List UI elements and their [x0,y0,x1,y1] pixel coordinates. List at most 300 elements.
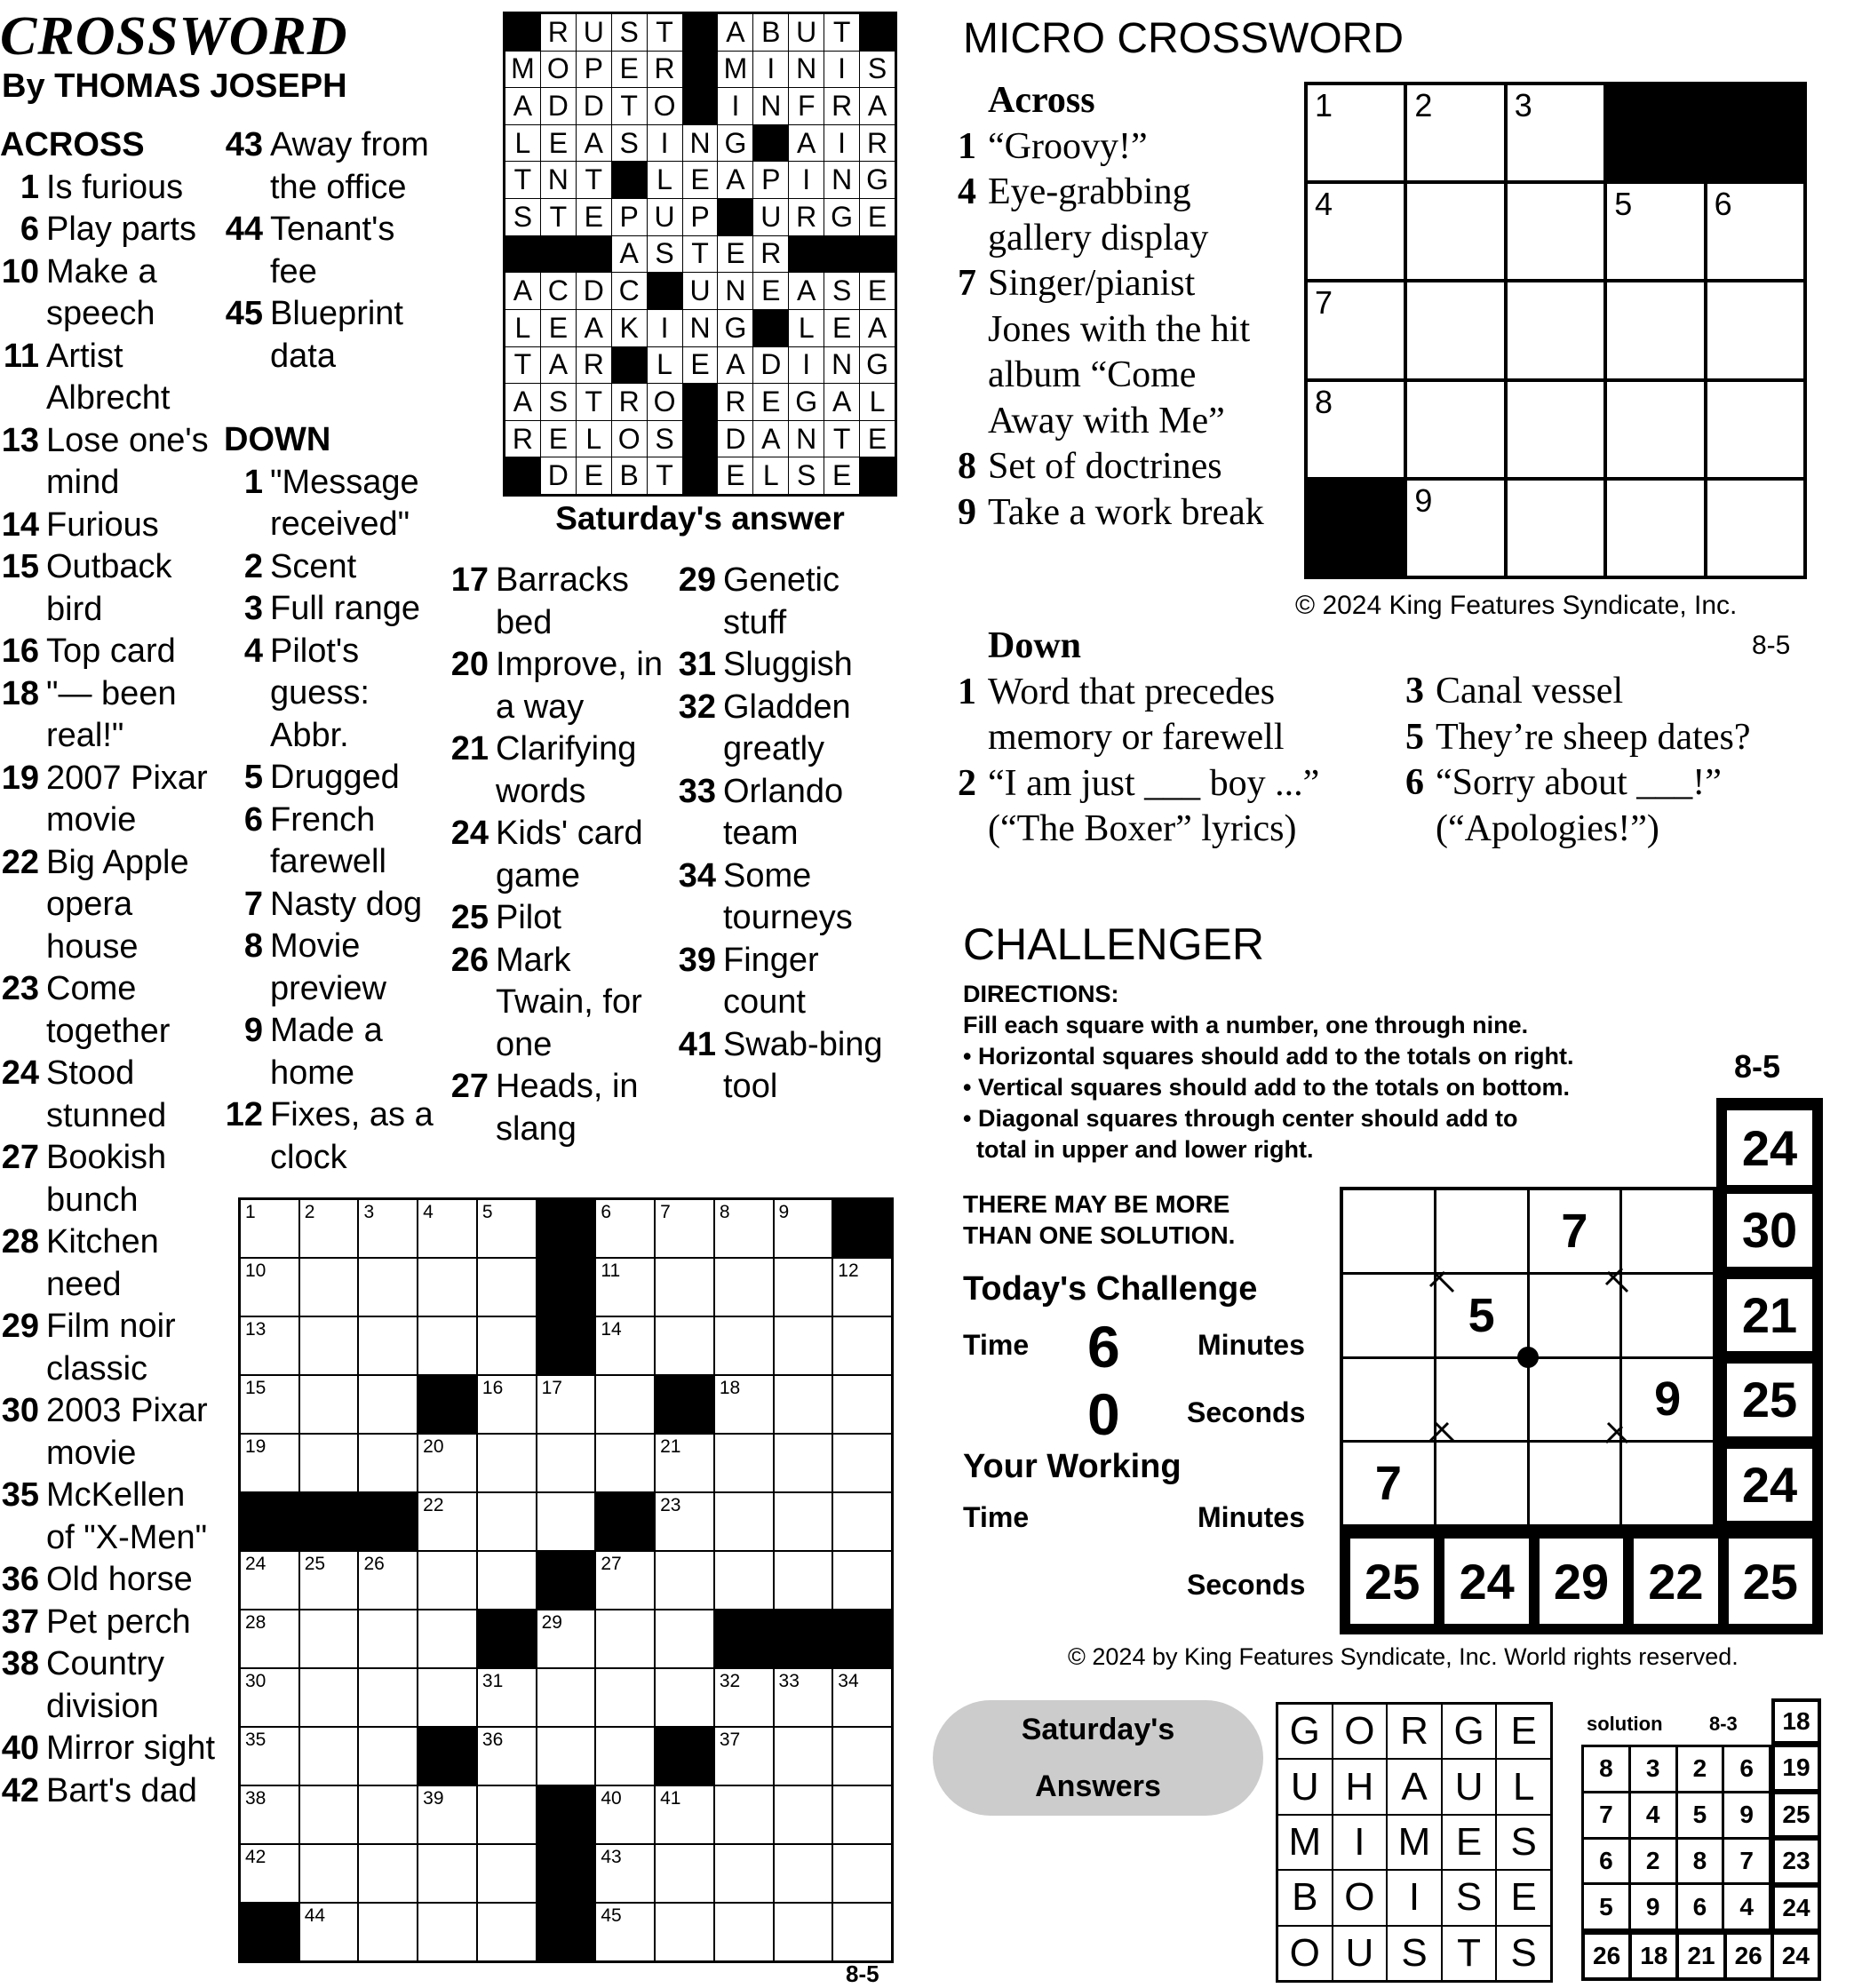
answer-letter: B [753,14,788,51]
grid-cell[interactable] [833,1493,891,1550]
micro-clue-text: Take a work break [988,491,1264,533]
answer-letter: G [824,199,859,235]
clue-item [450,813,672,897]
grid-cell[interactable] [300,1317,358,1374]
grid-cell[interactable] [478,1904,536,1960]
micro-cell[interactable] [1407,382,1503,477]
sol-cell: 3 [1631,1747,1675,1791]
sol-cell: 2 [1678,1747,1723,1791]
micro-cell[interactable] [1508,85,1603,180]
grid-cell[interactable] [833,1552,891,1609]
grid-cell[interactable] [418,1904,476,1960]
clue-number: 27 [1,1139,39,1176]
grid-cell[interactable] [833,1904,891,1960]
answer-letter: C [541,273,576,309]
grid-cell[interactable] [418,1493,476,1550]
grid-cell[interactable] [775,1435,832,1491]
grid-cell[interactable] [656,1669,713,1726]
answer-letter: E [541,310,576,346]
answer-letter: I [648,310,682,346]
grid-cell[interactable] [359,1317,417,1374]
grid-cell[interactable] [596,1610,654,1667]
micro-cell[interactable] [1308,184,1404,279]
grid-cell[interactable] [775,1845,832,1902]
clue-text: Clarifying words [496,730,637,810]
grid-cell[interactable] [300,1786,358,1843]
grid-cell[interactable] [418,1669,476,1726]
grid-cell[interactable] [715,1259,773,1316]
grid-cell[interactable] [596,1259,654,1316]
answer-letter: C [612,273,647,309]
cell-number: 9 [778,1202,790,1222]
micro-cell[interactable] [1707,282,1803,378]
challenger-solution [1581,1698,1821,1981]
black-square [418,1728,476,1785]
grid-cell[interactable] [775,1317,832,1374]
grid-cell[interactable] [833,1845,891,1902]
sol-cell: 9 [1631,1885,1675,1928]
micro-clue-text: Word that precedes memory or farewell [988,671,1285,758]
micro-cell[interactable] [1508,481,1603,576]
grid-cell[interactable] [656,1317,713,1374]
grid-cell[interactable] [300,1259,358,1316]
grid-cell[interactable] [656,1552,713,1609]
grid-cell[interactable] [715,1493,773,1550]
grid-cell[interactable] [833,1786,891,1843]
black-square [1308,481,1404,576]
answer-letter: L [577,421,611,457]
grid-cell[interactable] [300,1435,358,1491]
answer-letter: N [683,125,718,162]
black-square [824,236,859,273]
micro-cell[interactable] [1607,184,1703,279]
answer-letter: O [648,88,682,124]
clue-number: 2 [243,547,263,585]
crossword-byline: By THOMAS JOSEPH [2,68,347,105]
black-square [860,236,895,273]
grid-cell[interactable] [418,1435,476,1491]
grid-cell[interactable] [300,1904,358,1960]
grid-cell[interactable] [715,1200,773,1257]
grid-cell[interactable] [241,1669,298,1726]
grid-cell[interactable] [833,1435,891,1491]
black-square [537,1845,595,1902]
clue-text: Come together [46,970,171,1050]
grid-cell[interactable] [656,1904,713,1960]
grid-cell[interactable] [359,1786,417,1843]
grid-cell[interactable] [418,1845,476,1902]
grid-cell[interactable] [537,1728,595,1785]
row-total: 24 [1727,1449,1812,1522]
grid-cell[interactable] [537,1376,595,1433]
grid-cell[interactable] [715,1669,773,1726]
grid-cell[interactable] [715,1786,773,1843]
grid-cell[interactable] [478,1728,536,1785]
grid-cell[interactable] [478,1552,536,1609]
answer-letter: I [824,125,859,162]
clue-text: Sluggish [723,646,853,683]
grid-cell[interactable] [537,1610,595,1667]
sol-diag-total: 24 [1774,1935,1818,1977]
answer-letter: G [860,162,895,198]
clue-number: 23 [1,970,39,1007]
answer-letter: F [789,88,824,124]
answer-letter: A [505,88,540,124]
grid-cell[interactable] [715,1376,773,1433]
grid-cell[interactable] [418,1200,476,1257]
grid-cell[interactable] [478,1786,536,1843]
answer-letter: R [612,384,647,420]
cell-number: 7 [660,1202,671,1222]
grid-cell[interactable] [715,1552,773,1609]
answer-letter: T [648,457,682,494]
grid-cell[interactable] [359,1259,417,1316]
micro-down-right [1405,669,1778,852]
answer-letter: P [683,199,718,235]
clue-item [0,1728,222,1770]
working-minutes-label: Minutes [1198,1501,1305,1533]
clue-text: Mark Twain, for one [496,941,642,1063]
grid-cell[interactable] [596,1728,654,1785]
clue-text: Tenant's fee [270,211,395,290]
answer-letter: A [789,273,824,309]
grid-cell[interactable] [596,1200,654,1257]
grid-cell[interactable] [359,1200,417,1257]
answer-letter: S [541,384,576,420]
grid-cell[interactable] [537,1493,595,1550]
grid-cell[interactable] [418,1552,476,1609]
word-letter: M [1278,1816,1332,1869]
challenger-cell[interactable]: 7 [1530,1190,1620,1272]
sol-cell: 9 [1724,1793,1769,1837]
grid-cell[interactable] [596,1845,654,1902]
answer-letter: R [541,14,576,51]
clue-text: Scent [270,547,357,585]
column-total: 22 [1634,1539,1717,1624]
clue-text: Old horse [46,1561,193,1598]
grid-cell[interactable] [478,1376,536,1433]
micro-cell[interactable] [1308,85,1404,180]
clue-item [224,124,446,209]
direction-line: • Horizontal squares should add to the totals on right. [963,1043,1574,1070]
grid-cell[interactable] [300,1376,358,1433]
clue-text: Drugged [270,759,400,796]
grid-cell[interactable] [596,1904,654,1960]
answer-letter: E [860,421,895,457]
grid-cell[interactable] [656,1435,713,1491]
sol-cell: 5 [1584,1885,1628,1928]
answer-letter: E [860,199,895,235]
grid-cell[interactable] [241,1786,298,1843]
clue-number: 18 [1,674,39,712]
answer-letter: N [718,273,752,309]
cell-number: 31 [481,1671,504,1691]
grid-cell[interactable] [715,1845,773,1902]
cell-number: 25 [304,1554,326,1574]
grid-cell[interactable] [241,1728,298,1785]
micro-clue-number: 1 [958,125,976,167]
micro-cell[interactable] [1707,481,1803,576]
grid-cell[interactable] [241,1259,298,1316]
answer-letter: R [505,421,540,457]
micro-clue [1405,760,1778,852]
grid-cell[interactable] [478,1493,536,1550]
cell-number: 8 [1315,383,1333,420]
grid-cell[interactable] [833,1259,891,1316]
clue-item [224,884,446,926]
grid-cell[interactable] [715,1904,773,1960]
grid-cell[interactable] [596,1669,654,1726]
black-square [718,199,752,235]
grid-cell[interactable] [478,1259,536,1316]
cell-number: 6 [1714,186,1732,223]
clue-item [224,546,446,589]
clue-number: 13 [1,421,39,459]
grid-cell[interactable] [300,1669,358,1726]
cell-number: 26 [363,1554,385,1574]
across-clues-col2 [224,124,446,1179]
micro-clue [958,444,1277,490]
answer-letter: N [789,421,824,457]
grid-cell[interactable] [775,1200,832,1257]
sol-row-total: 19 [1775,1747,1818,1789]
grid-cell[interactable] [775,1904,832,1960]
clue-text: "Message received" [270,463,419,543]
clue-item [0,631,222,673]
clue-number: 20 [450,646,489,683]
grid-cell[interactable] [537,1435,595,1491]
grid-cell[interactable] [478,1200,536,1257]
challenger-cell[interactable]: 9 [1622,1359,1713,1441]
answer-letter: T [648,14,682,51]
down-list-1 [224,462,446,1180]
micro-cell[interactable] [1607,481,1703,576]
answer-letter: T [577,384,611,420]
grid-cell[interactable] [241,1610,298,1667]
clue-number: 31 [678,646,716,683]
clue-item [0,546,222,631]
clue-number: 29 [678,561,716,599]
solution-code: 8-3 [1709,1713,1738,1735]
clue-item [0,336,222,420]
answer-letter: E [683,347,718,384]
grid-cell[interactable] [418,1786,476,1843]
micro-cell[interactable] [1707,382,1803,477]
micro-cell[interactable] [1508,282,1603,378]
grid-cell[interactable] [537,1669,595,1726]
grid-cell[interactable] [596,1317,654,1374]
grid-cell[interactable] [241,1552,298,1609]
answer-letter: T [577,162,611,198]
micro-cell[interactable] [1407,184,1503,279]
cell-number: 35 [245,1730,267,1750]
micro-clue-number: 3 [1405,671,1424,712]
grid-cell[interactable] [775,1552,832,1609]
answer-letter: R [648,52,682,88]
micro-cell[interactable] [1707,184,1803,279]
answer-letter: S [648,236,682,273]
word-letter: S [1497,1816,1550,1869]
word-letter: S [1497,1927,1550,1980]
grid-cell[interactable] [418,1259,476,1316]
grid-cell[interactable] [656,1200,713,1257]
answer-letter: N [824,162,859,198]
grid-cell[interactable] [478,1845,536,1902]
grid-cell[interactable] [418,1317,476,1374]
grid-cell[interactable] [478,1669,536,1726]
grid-cell[interactable] [596,1376,654,1433]
grid-cell[interactable] [359,1728,417,1785]
word-letter: E [1443,1816,1496,1869]
crossword-code: 8-5 [846,1960,879,1987]
word-letter: O [1333,1705,1387,1758]
grid-cell[interactable] [478,1317,536,1374]
clue-number: 3 [243,590,263,627]
cell-number: 16 [481,1378,504,1398]
grid-cell[interactable] [359,1610,417,1667]
grid-cell[interactable] [241,1435,298,1491]
grid-cell[interactable] [359,1376,417,1433]
black-square [860,457,895,494]
grid-cell[interactable] [715,1435,773,1491]
grid-cell[interactable] [300,1845,358,1902]
cell-number: 2 [1414,87,1433,123]
answer-letter: D [541,457,576,494]
sol-cell: 6 [1678,1885,1723,1928]
cell-number: 13 [245,1319,267,1340]
grid-cell[interactable] [596,1435,654,1491]
row-total: 30 [1727,1194,1812,1267]
word-letter: A [1388,1760,1441,1813]
micro-cell[interactable] [1308,282,1404,378]
grid-cell[interactable] [775,1259,832,1316]
grid-cell[interactable] [359,1669,417,1726]
micro-clue [958,170,1277,261]
grid-cell[interactable] [656,1259,713,1316]
answer-letter: N [824,347,859,384]
grid-cell[interactable] [300,1552,358,1609]
sol-cell: 4 [1631,1793,1675,1837]
badge-line-2: Answers [1035,1769,1161,1803]
grid-cell[interactable] [833,1728,891,1785]
grid-cell[interactable] [715,1728,773,1785]
answer-letter: A [860,310,895,346]
grid-cell[interactable] [656,1610,713,1667]
clue-item [0,1643,222,1728]
grid-cell[interactable] [478,1435,536,1491]
micro-cell[interactable] [1407,481,1503,576]
clue-number: 6 [243,800,263,839]
clue-text: Away from the office [270,126,429,206]
clue-number: 42 [1,1771,39,1809]
challenger-cell[interactable]: 5 [1436,1275,1527,1356]
grid-cell[interactable] [359,1845,417,1902]
micro-clue [958,124,1277,171]
grid-cell[interactable] [241,1317,298,1374]
grid-cell[interactable] [656,1786,713,1843]
answer-letter: E [718,457,752,494]
grid-cell[interactable] [300,1610,358,1667]
answer-letter: E [577,199,611,235]
answer-letter: S [612,125,647,162]
micro-cell[interactable] [1508,382,1603,477]
grid-cell[interactable] [775,1376,832,1433]
micro-cell[interactable] [1607,282,1703,378]
grid-cell[interactable] [656,1493,713,1550]
grid-cell[interactable] [833,1669,891,1726]
cell-number: 5 [1614,186,1633,223]
sol-row-total: 24 [1775,1888,1818,1929]
grid-cell[interactable] [833,1317,891,1374]
answer-letter: L [505,125,540,162]
micro-cell[interactable] [1607,382,1703,477]
grid-cell[interactable] [359,1552,417,1609]
answer-letter: A [824,384,859,420]
clue-number: 27 [450,1068,489,1105]
clue-item [677,560,899,644]
grid-cell[interactable] [596,1552,654,1609]
word-letter: R [1388,1705,1441,1758]
grid-cell[interactable] [596,1786,654,1843]
grid-cell[interactable] [775,1669,832,1726]
challenger-cell[interactable]: 7 [1343,1443,1434,1524]
word-letter: U [1278,1760,1332,1813]
grid-cell[interactable] [418,1610,476,1667]
clue-item [224,926,446,1010]
clue-item [224,1010,446,1094]
diagonal-markers [1340,1187,1716,1528]
grid-cell[interactable] [359,1904,417,1960]
sol-col-totals [1585,1935,1818,1977]
black-square [648,273,682,309]
direction-line: total in upper and lower right. [963,1136,1314,1163]
grid-cell[interactable] [833,1376,891,1433]
answer-letter: T [824,14,859,51]
grid-cell[interactable] [241,1376,298,1433]
micro-clue-text: Set of doctrines [988,446,1222,487]
grid-cell[interactable] [775,1728,832,1785]
clue-text: Orlando team [723,772,844,852]
answer-letter: L [648,347,682,384]
grid-cell[interactable] [775,1786,832,1843]
grid-cell[interactable] [775,1493,832,1550]
grid-cell[interactable] [300,1728,358,1785]
clue-number: 29 [1,1308,39,1345]
cell-number: 8 [719,1202,730,1222]
direction-line: Fill each square with a number, one through nine. [963,1012,1529,1038]
grid-cell[interactable] [241,1845,298,1902]
micro-cell[interactable] [1407,85,1503,180]
column-totals [1350,1539,1812,1624]
answer-letter: P [577,52,611,88]
word-letter: O [1333,1871,1387,1924]
micro-cell[interactable] [1308,382,1404,477]
micro-cell[interactable] [1407,282,1503,378]
answer-letter: R [789,199,824,235]
clue-text: McKellen of "X-Men" [46,1476,208,1556]
clue-item [677,771,899,855]
answer-letter: I [824,52,859,88]
clue-text: Furious [46,505,159,544]
grid-cell[interactable] [359,1435,417,1491]
grid-cell[interactable] [715,1317,773,1374]
grid-cell[interactable] [241,1200,298,1257]
grid-cell[interactable] [300,1200,358,1257]
micro-cell[interactable] [1508,184,1603,279]
working-seconds-label: Seconds [1187,1569,1306,1601]
answer-letter: O [648,384,682,420]
grid-cell[interactable] [656,1845,713,1902]
